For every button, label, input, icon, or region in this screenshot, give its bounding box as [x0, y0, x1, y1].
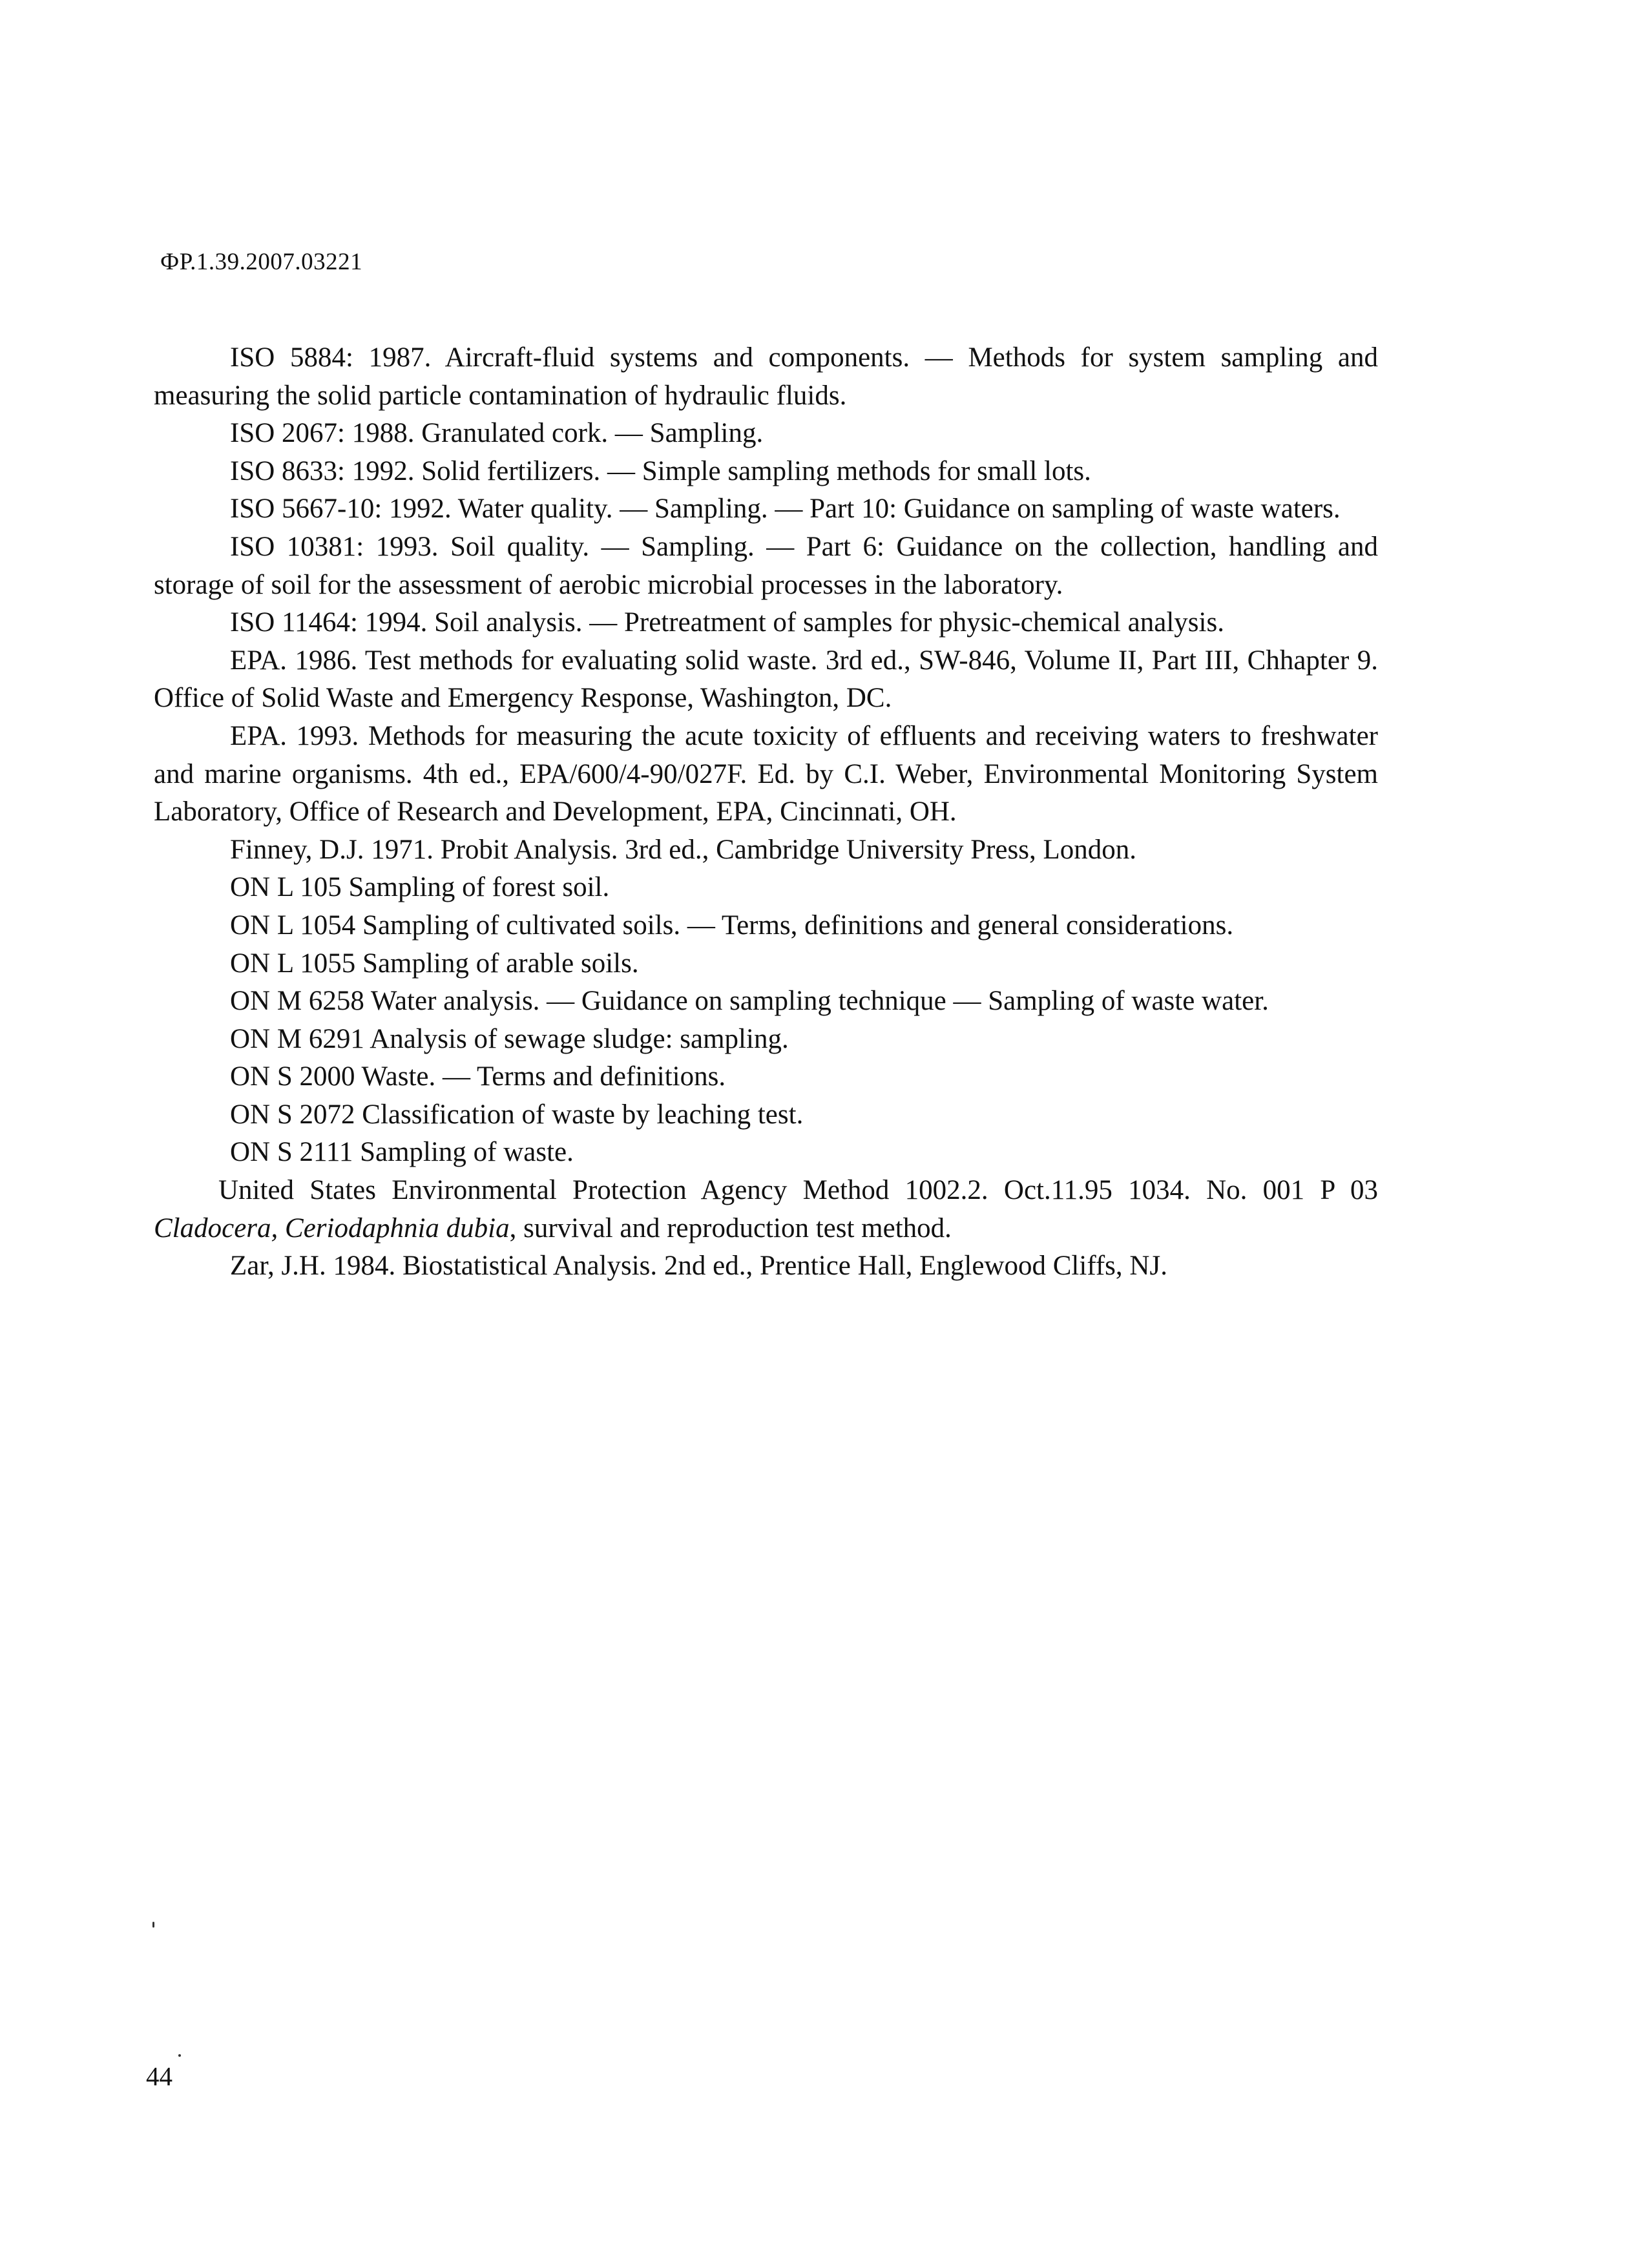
reference-item: Finney, D.J. 1971. Probit Analysis. 3rd ed., Cambridge University Press, London. [230, 834, 1137, 865]
reference-item: ON M 6258 Water analysis. — Guidance on sampling technique — Sampling of waste water. [230, 986, 1269, 1017]
reference-list [154, 339, 1378, 1285]
reference-item: ISO 2067: 1988. Granulated cork. — Sampling. [230, 418, 764, 449]
reference-item: ON L 105 Sampling of forest soil. [230, 872, 610, 903]
scan-speck [178, 2054, 181, 2057]
reference-item: ISO 8633: 1992. Solid fertilizers. — Simple sampling methods for small lots. [230, 455, 1091, 486]
page-number: 44 [146, 2061, 172, 2091]
reference-item: ISO 10381: 1993. Soil quality. — Sampling. — Part 6: Guidance on the collection, handling and storage of soil for the assessment of aerobic microbial processes in the laboratory. [154, 531, 1378, 600]
reference-item: ON M 6291 Analysis of sewage sludge: sampling. [230, 1023, 789, 1054]
reference-item: ON S 2111 Sampling of waste. [230, 1137, 574, 1168]
reference-usepa-species: Cladocera, Ceriodaphnia dubia [154, 1212, 510, 1243]
reference-item: ISO 5884: 1987. Aircraft-fluid systems and components. — Methods for system sampling and measuring the solid particle contamination of hydraulic fluids. [154, 342, 1378, 411]
reference-item: EPA. 1993. Methods for measuring the acute toxicity of effluents and receiving waters to freshwater and marine organisms. 4th ed., EPA/600/4-90/027F. Ed. by C.I. Weber, Environmental Monitoring System Laboratory, Office of Research and Development, EPA, Cincinnati, OH. [154, 720, 1378, 827]
reference-item: ISO 11464: 1994. Soil analysis. — Pretreatment of samples for physic-chemical analysis. [230, 607, 1224, 638]
reference-item: EPA. 1986. Test methods for evaluating solid waste. 3rd ed., SW-846, Volume II, Part III, Chhapter 9. Office of Solid Waste and Emergency Response, Washington, DC. [154, 645, 1378, 714]
document-code: ФР.1.39.2007.03221 [160, 249, 363, 275]
reference-item: ON L 1055 Sampling of arable soils. [230, 948, 639, 979]
reference-item: ON S 2072 Classification of waste by leaching test. [230, 1099, 804, 1130]
reference-item: ON S 2000 Waste. — Terms and definitions. [230, 1061, 726, 1092]
reference-usepa-tail: , survival and reproduction test method. [509, 1212, 952, 1243]
reference-item: ISO 5667-10: 1992. Water quality. — Sampling. — Part 10: Guidance on sampling of waste waters. [230, 494, 1341, 525]
reference-item: Zar, J.H. 1984. Biostatistical Analysis. 2nd ed., Prentice Hall, Englewood Cliffs, NJ. [230, 1251, 1167, 1282]
reference-usepa-lead: United States Environmental Protection Agency Method 1002.2. Oct.11.95 1034. No. 001 P 03 [218, 1175, 1378, 1206]
scan-speck [152, 1922, 154, 1928]
reference-item-usepa [154, 1172, 1378, 1247]
reference-item: ON L 1054 Sampling of cultivated soils. — Terms, definitions and general considerations. [230, 910, 1234, 941]
